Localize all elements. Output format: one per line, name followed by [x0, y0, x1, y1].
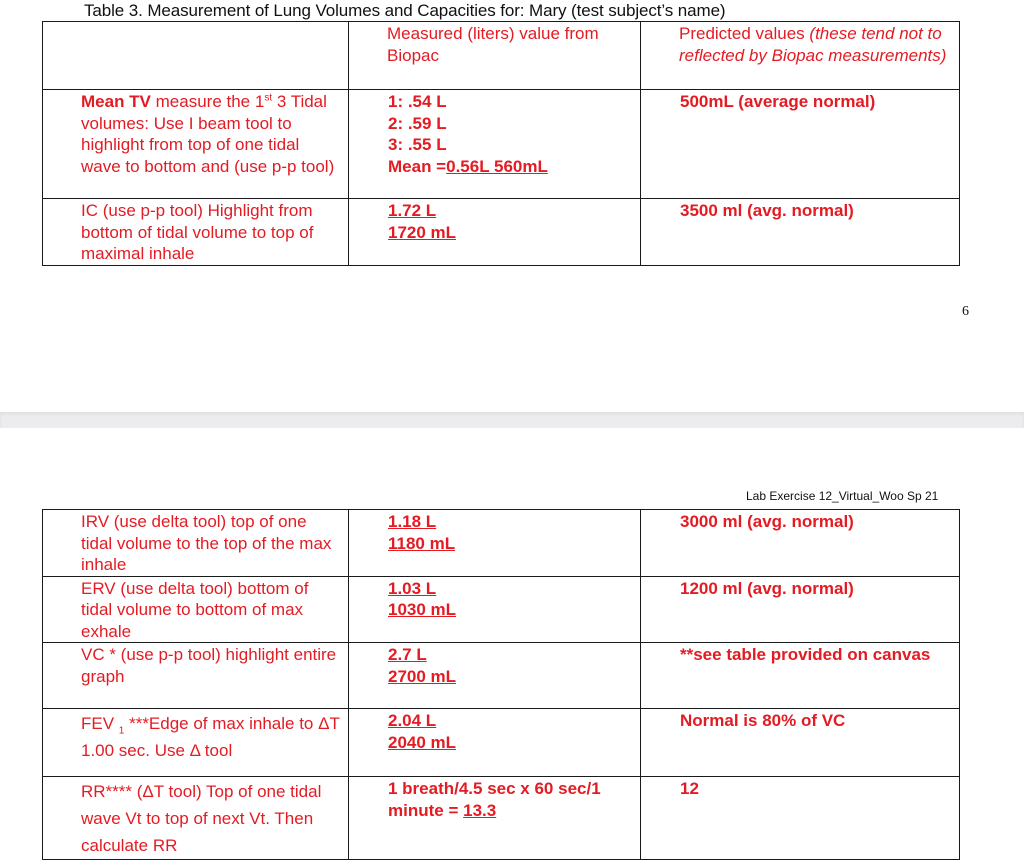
- measured-value: 1.18 L: [388, 512, 437, 531]
- predicted-value: 1200 ml (avg. normal): [641, 576, 960, 643]
- page-gap: [0, 412, 1024, 428]
- fev-pre: FEV: [81, 714, 119, 733]
- table-row: [43, 643, 960, 709]
- page-1: [0, 0, 1024, 412]
- page-footer: Lab Exercise 12_Virtual_Woo Sp 21: [746, 489, 939, 503]
- table-row: [43, 90, 960, 199]
- predicted-value: Normal is 80% of VC: [641, 709, 960, 777]
- measured-mean: [388, 156, 634, 178]
- measured-value: 1.03 L: [388, 578, 437, 598]
- lung-volumes-table-2: [42, 509, 960, 860]
- mean-value: 0.56L 560mL: [446, 156, 548, 176]
- fev-sub: 1: [118, 725, 125, 737]
- header-predicted-plain: Predicted values: [679, 24, 810, 43]
- table-row: [43, 199, 960, 266]
- page-number: 6: [962, 304, 969, 319]
- measured-value: 1: .54 L: [388, 92, 447, 111]
- measured-value: 1180 mL: [388, 533, 456, 553]
- row-label-rr: RR**** (ΔT tool) Top of one tidal wave Vt to top of next Vt. Then calculate RR: [43, 777, 349, 860]
- measured-irv: [349, 510, 641, 577]
- fev-post: ***Edge of max inhale to ΔT 1.00 sec. Use Δ tool: [81, 714, 340, 760]
- measured-value: 1030 mL: [388, 600, 457, 619]
- row-label-irv: IRV (use delta tool) top of one tidal volume to the top of the max inhale: [43, 510, 349, 577]
- table-row: [43, 777, 960, 860]
- predicted-value: 12: [641, 777, 960, 860]
- measured-value: 2040 mL: [388, 732, 457, 752]
- mean-prefix: Mean =: [388, 156, 447, 176]
- measured-rr: [349, 777, 641, 860]
- header-row: [43, 22, 960, 90]
- measured-value: 1720 mL: [388, 222, 457, 242]
- table-row: [43, 510, 960, 577]
- header-predicted-note: (these tend not to reflected by Biopac measurements): [679, 24, 947, 65]
- predicted-value: 3500 ml (avg. normal): [641, 199, 960, 266]
- mean-tv-sup: st: [264, 92, 273, 104]
- table-caption: Table 3. Measurement of Lung Volumes and Capacities for: Mary (test subject’s name): [84, 1, 726, 20]
- row-label-ic: IC (use p-p tool) Highlight from bottom of tidal volume to top of maximal inhale: [43, 199, 349, 266]
- mean-tv-pre: measure the 1: [150, 92, 265, 111]
- mean-tv-bold: Mean TV: [81, 92, 151, 111]
- measured-value: 2.04 L: [388, 711, 437, 730]
- measured-erv: [349, 576, 641, 643]
- row-label-mean-tv: [43, 90, 349, 199]
- table-row: [43, 709, 960, 777]
- page-2: [0, 428, 1024, 865]
- header-measured: Measured (liters) value from Biopac: [349, 22, 641, 90]
- table-row: [43, 576, 960, 643]
- measured-vc: [349, 643, 641, 709]
- measured-value: 2700 mL: [388, 666, 457, 686]
- rr-calculation: 1 breath/4.5 sec x 60 sec/1 minute =: [388, 779, 601, 820]
- header-blank-cell: [43, 22, 349, 90]
- measured-value: 2: .59 L: [388, 113, 447, 133]
- header-predicted: [641, 22, 960, 90]
- measured-value: 3: .55 L: [388, 135, 447, 154]
- predicted-value: 500mL (average normal): [641, 90, 960, 199]
- row-label-fev1: [43, 709, 349, 777]
- measured-ic: [349, 199, 641, 266]
- measured-fev1: [349, 709, 641, 777]
- measured-mean-tv: [349, 90, 641, 199]
- measured-value: 1.72 L: [388, 201, 437, 220]
- lung-volumes-table-1: [42, 21, 960, 266]
- mean-tv-post: 3 Tidal volumes: Use I beam tool to highlight from top of one tidal wave to bottom and (use p-p tool): [81, 92, 335, 176]
- predicted-value: **see table provided on canvas: [641, 643, 960, 709]
- row-label-vc: VC * (use p-p tool) highlight entire graph: [43, 643, 349, 709]
- measured-value: 2.7 L: [388, 645, 427, 664]
- row-label-erv: ERV (use delta tool) bottom of tidal volume to bottom of max exhale: [43, 576, 349, 643]
- rr-result: 13.3: [463, 800, 497, 820]
- predicted-value: 3000 ml (avg. normal): [641, 510, 960, 577]
